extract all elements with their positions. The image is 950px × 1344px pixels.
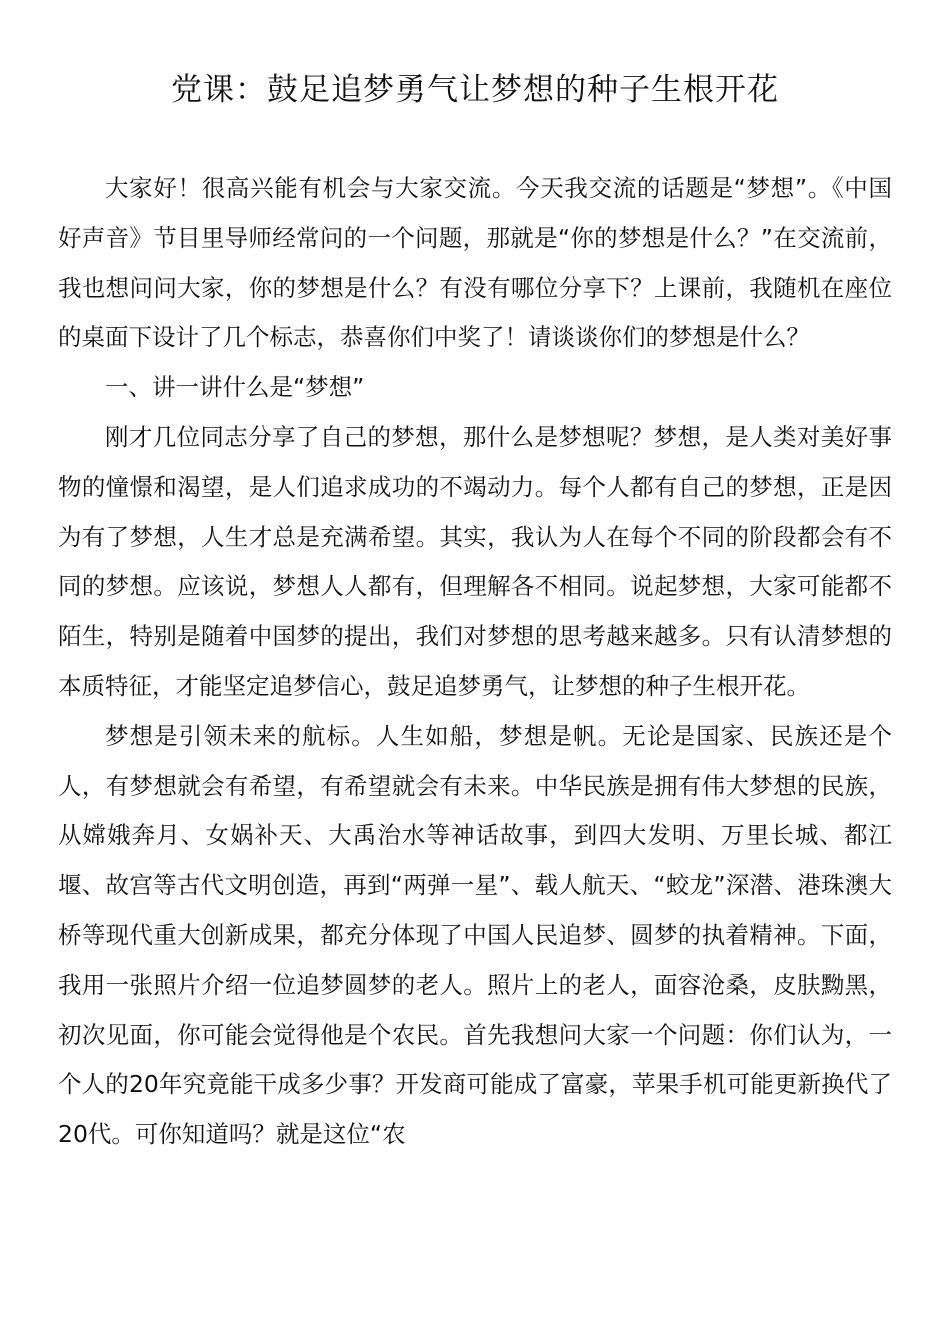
paragraph-dream-beacon: 梦想是引领未来的航标。人生如船，梦想是帆。无论是国家、民族还是个人，有梦想就会有希望，有希望就会有未来。中华民族是拥有伟大梦想的民族，从嫦娥奔月、女娲补天、大禹治水等神话故事，到四大发明、万里长城、都江堰、故宫等古代文明创造，再到“两弹一星”、载人航天、“蛟龙”深潜、港珠澳大桥等现代重大创新成果，都充分体现了中国人民追梦、圆梦的执着精神。下面，我用一张照片介绍一位追梦圆梦的老人。照片上的老人，面容沧桑，皮肤黝黑，初次见面，你可能会觉得他是个农民。首先我想问大家一个问题：你们认为，一个人的20年究竟能干成多少事？开发商可能成了富豪，苹果手机可能更新换代了20代。可你知道吗？就是这位“农 <box>58 721 892 1149</box>
page-title: 党课：鼓足追梦勇气让梦想的种子生根开花 <box>171 72 779 108</box>
paragraph-what-is-dream: 刚才几位同志分享了自己的梦想，那什么是梦想呢？梦想，是人类对美好事物的憧憬和渴望，是人们追求成功的不竭动力。每个人都有自己的梦想，正是因为有了梦想，人生才总是充满希望。其实，我认为人在每个不同的阶段都会有不同的梦想。应该说，梦想人人都有，但理解各不相同。说起梦想，大家可能都不陌生，特别是随着中国梦的提出，我们对梦想的思考越来越多。只有认清梦想的本质特征，才能坚定追梦信心，鼓足追梦勇气，让梦想的种子生根开花。 <box>58 422 892 700</box>
document-body <box>58 164 892 1160</box>
section-heading: 一、讲一讲什么是“梦想” <box>105 373 365 402</box>
paragraph-intro: 大家好！很高兴能有机会与大家交流。今天我交流的话题是“梦想”。《中国好声音》节目里导师经常问的一个问题，那就是“你的梦想是什么？”在交流前，我也想问问大家，你的梦想是什么？有没有哪位分享下？上课前，我随机在座位的桌面下设计了几个标志，恭喜你们中奖了！请谈谈你们的梦想是什么？ <box>58 174 892 352</box>
